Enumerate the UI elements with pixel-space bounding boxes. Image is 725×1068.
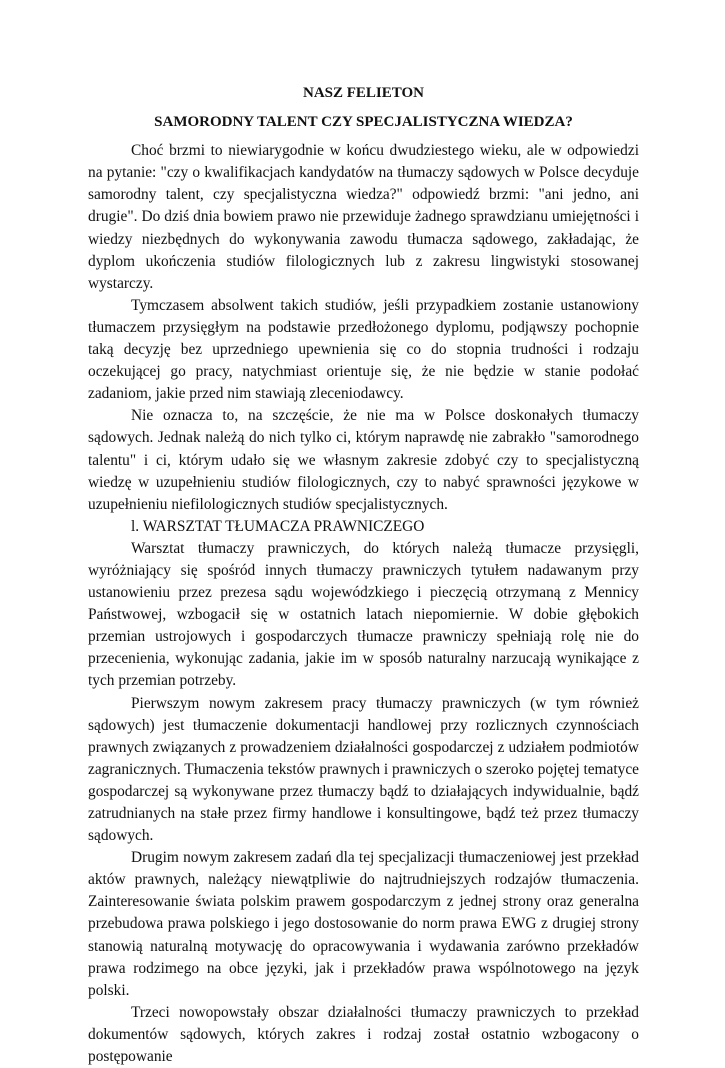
section-paragraph-1: Warsztat tłumaczy prawniczych, do których należą tłumacze przysięgli, wyróżniający się spośród innych tłumaczy prawniczych tytułem nadawanym przy ustanowieniu przez prezesa sądu wojewódzkiego i pieczęcią otrzymaną z Mennicy Państwowej, wzbogacił się w ostatnich latach niepomiernie. W dobie głębokich przemian ustrojowych i gospodarczych tłumacze prawniczy spełniają rolę nie do przecenienia, wykonując zadania, jakie im w sposób naturalny narzucają wynikające z tych przemian potrzeby. [88,539,639,690]
paragraph-3: Nie oznacza to, na szczęście, że nie ma w Polsce doskonałych tłumaczy sądowych. Jednak należą do nich tylko ci, którym naprawdę nie zabrakło "samorodnego talentu" i ci, którym udało się we własnym zakresie zdobyć czy to specjalistyczną wiedzę w uzupełnieniu studiów filologicznych, czy to nabyć sprawności językowe w uzupełnieniu niefilologicznych studiów specjalistycznych. [88,407,639,513]
article-title: SAMORODNY TALENT CZY SPECJALISTYCZNA WIEDZA? [154,114,573,131]
paragraph-1: Choć brzmi to niewiarygodnie w końcu dwudziestego wieku, ale w odpowiedzi na pytanie: "czy o kwalifikacjach kandydatów na tłumaczy sądowych w Polsce decyduje samorodny talent, czy specjalistyczna wiedza?" odpowiedź brzmi: "ani jedno, ani drugie". Do dziś dnia bowiem prawo nie przewiduje żadnego sprawdzianu umiejętności i wiedzy niezbędnych do wykonywania zawodu tłumacza sądowego, zakładając, że dyplom ukończenia studiów filologicznych lub z zakresu lingwistyki stosowanej wystarczy. [88,142,639,292]
document-page [88,82,639,1068]
section-paragraph-4: Trzeci nowopowstały obszar działalności tłumaczy prawniczych to przekład dokumentów sądowych, których zakres i rodzaj został ostatnio wzbogacony o postępowanie [88,1003,639,1066]
column-title: NASZ FELIETON [302,85,424,101]
paragraph-2: Tymczasem absolwent takich studiów, jeśli przypadkiem zostanie ustanowiony tłumaczem przysięgłym na podstawie przedłożonego dyplomu, podjąwszy pochopnie taką decyzję bez uprzedniego upewnienia się co do stopnia trudności i rodzaju oczekującej go pracy, natychmiast orientuje się, że nie będzie w stanie podołać zadaniom, jakie przed nim stawiają zleceniodawcy. [88,296,639,403]
section-paragraph-3: Drugim nowym zakresem zadań dla tej specjalizacji tłumaczeniowej jest przekład aktów prawnych, należący niewątpliwie do najtrudniejszych rodzajów tłumaczenia. Zainteresowanie świata polskim prawem gospodarczym z jednej strony oraz generalna przebudowa prawa polskiego i jego dostosowanie do norm prawa EWG z drugiej strony stanowią naturalną motywację do opracowywania i wydawania zarówno przekładów prawa rodzimego na obce języki, jak i przekładów prawa wspólnotowego na język polski. [88,849,639,999]
section-heading: l. WARSZTAT TŁUMACZA PRAWNICZEGO [131,517,425,535]
section-paragraph-2: Pierwszym nowym zakresem pracy tłumaczy prawniczych (w tym również sądowych) jest tłumaczenie dokumentacji handlowej przy rozlicznych czynnościach prawnych związanych z prowadzeniem działalności gospodarczej z udziałem podmiotów zagranicznych. Tłumaczenia tekstów prawnych i prawniczych o szeroko pojętej tematyce gospodarczej są wykonywane przez tłumaczy bądź to działających indywidualnie, bądź zatrudnianych na stałe przez firmy handlowe i konsultingowe, bądź też przez tłumaczy sądowych. [88,694,639,845]
